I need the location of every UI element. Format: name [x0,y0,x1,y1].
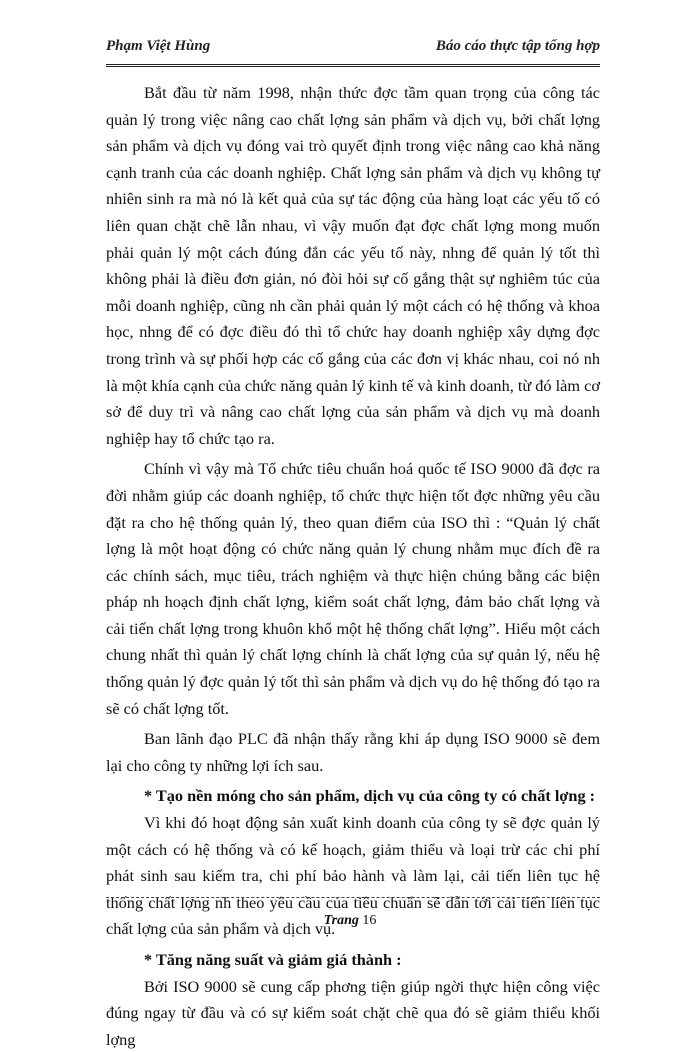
paragraph: Bắt đầu từ năm 1998, nhận thức đợc tầm quan trọng của công tác quản lý trong việc nâng cao chất lợng sản phẩm và dịch vụ, bởi chất lợng sản phẩm và dịch vụ đóng vai trò quyết định trong việc nâng cao khả năng cạnh tranh của các doanh nghiệp. Chất lợng sản phẩm và dịch vụ không tự nhiên sinh ra mà nó là kết quả của sự tác động của hàng loạt các yếu tố có liên quan chặt chẽ lẫn nhau, vì vậy muốn đạt đợc chất lợng mong muốn phải quản lý một cách đúng đắn các yếu tố này, nhng để quản lý tốt thì không phải là điều đơn giản, nó đòi hỏi sự cố gắng thật sự nghiêm túc của mỗi doanh nghiệp, cũng nh cần phải quản lý một cách có hệ thống và khoa học, nhng để có đợc điều đó thì tổ chức hay doanh nghiệp xây dựng đợc trong trình và sự phối hợp các cố gắng của các đơn vị khác nhau, coi nó nh là một khía cạnh của chức năng quản lý kinh tế và kinh doanh, từ đó làm cơ sở để duy trì và nâng cao chất lợng của sản phẩm và dịch vụ mà doanh nghiệp hay tổ chức tạo ra. [106,83,600,448]
paragraph: Ban lãnh đạo PLC đã nhận thấy rằng khi áp dụng ISO 9000 sẽ đem lại cho công ty những lợi ích sau. [106,729,600,775]
header-author: Phạm Việt Hùng [106,38,211,54]
page-footer [0,913,700,929]
footer-divider [106,897,600,898]
section-heading: * Tăng năng suất và giảm giá thành : [144,950,402,969]
paragraph: Vì khi đó hoạt động sản xuất kinh doanh của công ty sẽ đợc quản lý một cách có hệ thống và có kế hoạch, giảm thiểu và loại trừ các chi phí phát sinh sau kiểm tra, chi phí bảo hành và làm lại, cải tiến liên tục hệ thống chất lợng nh theo yêu cầu của tiêu chuẩn sẽ dẫn tới cải tiến liên tục chất lợng của sản phẩm và dịch vụ. [106,813,600,939]
paragraph: Chính vì vậy mà Tổ chức tiêu chuẩn hoá quốc tế ISO 9000 đã đợc ra đời nhằm giúp các doanh nghiệp, tổ chức thực hiện tốt đợc những yêu cầu đặt ra cho hệ thống quản lý, theo quan điểm của ISO thì : “Quản lý chất lợng là một hoạt động có chức năng quản lý chung nhằm mục đích đề ra các chính sách, mục tiêu, trách nghiệm và thực hiện chúng bằng các biện pháp nh hoạch định chất lợng, kiểm soát chất lợng, đảm bảo chất lợng và cải tiến chất lợng trong khuôn khổ một hệ thống chất lợng”. Hiểu một cách chung nhất thì quản lý chất lợng chính là chất lợng của sự quản lý, nếu hệ thống quản lý đợc quản lý tốt thì sản phẩm và dịch vụ do hệ thống đó tạo ra sẽ có chất lợng tốt. [106,459,600,718]
body-text [106,80,600,1053]
header-doc-title: Báo cáo thực tập tổng hợp [435,38,600,54]
page-label: Trang [323,913,359,928]
page-header [106,36,600,67]
page-number: 16 [362,913,377,928]
section-heading: * Tạo nền móng cho sản phẩm, dịch vụ của công ty có chất lợng : [144,786,596,806]
paragraph: Bởi ISO 9000 sẽ cung cấp phơng tiện giúp ngời thực hiện công việc đúng ngay từ đầu và có sự kiểm soát chặt chẽ qua đó sẽ giảm thiểu khối lợng [106,976,600,1049]
